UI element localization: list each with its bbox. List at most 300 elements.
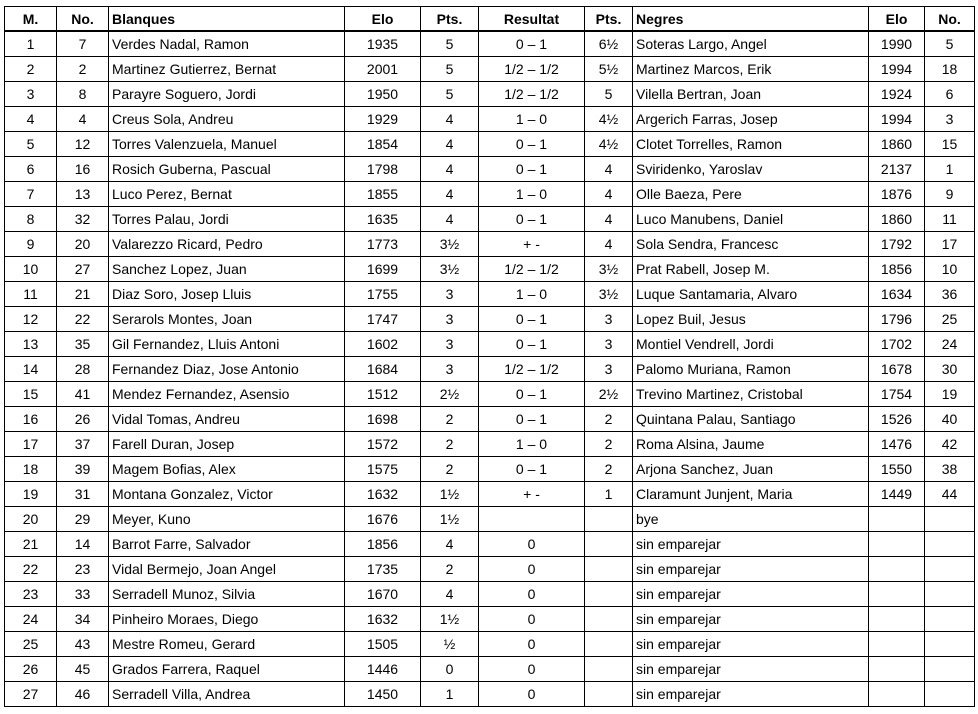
white-points-cell: 4	[421, 107, 479, 132]
table-row	[5, 332, 975, 357]
white-elo-cell: 1735	[345, 557, 421, 582]
black-elo-cell	[869, 557, 925, 582]
board-number-cell: 18	[5, 457, 57, 482]
result-cell: 0	[479, 557, 585, 582]
white-number-cell: 23	[57, 557, 109, 582]
table-row	[5, 482, 975, 507]
result-cell: 0	[479, 582, 585, 607]
black-elo-cell: 1526	[869, 407, 925, 432]
black-number-cell	[925, 532, 975, 557]
board-number-cell: 8	[5, 207, 57, 232]
black-number-cell	[925, 682, 975, 707]
table-row	[5, 207, 975, 232]
board-number-cell: 21	[5, 532, 57, 557]
board-number-cell: 17	[5, 432, 57, 457]
white-number-cell: 41	[57, 382, 109, 407]
board-number-cell: 12	[5, 307, 57, 332]
table-row	[5, 232, 975, 257]
white-number-cell: 39	[57, 457, 109, 482]
black-points-cell: 4	[585, 182, 633, 207]
black-player-cell: Luco Manubens, Daniel	[633, 207, 869, 232]
white-elo-cell: 1635	[345, 207, 421, 232]
white-points-cell: 4	[421, 207, 479, 232]
white-points-cell: 2	[421, 432, 479, 457]
black-points-cell	[585, 682, 633, 707]
white-player-cell: Torres Palau, Jordi	[109, 207, 345, 232]
table-row	[5, 507, 975, 532]
table-row	[5, 31, 975, 57]
table-row	[5, 582, 975, 607]
black-number-cell: 9	[925, 182, 975, 207]
white-player-cell: Farell Duran, Josep	[109, 432, 345, 457]
header-black: Negres	[633, 7, 869, 32]
white-player-cell: Pinheiro Moraes, Diego	[109, 607, 345, 632]
white-points-cell: 2	[421, 407, 479, 432]
result-cell: 0 – 1	[479, 382, 585, 407]
table-row	[5, 357, 975, 382]
white-number-cell: 13	[57, 182, 109, 207]
black-points-cell	[585, 607, 633, 632]
pairings-body	[5, 31, 975, 707]
black-points-cell: 2	[585, 432, 633, 457]
white-points-cell: 3	[421, 307, 479, 332]
black-player-cell: Claramunt Junjent, Maria	[633, 482, 869, 507]
result-cell: + -	[479, 482, 585, 507]
black-points-cell: 3	[585, 307, 633, 332]
white-elo-cell: 1632	[345, 607, 421, 632]
white-player-cell: Fernandez Diaz, Jose Antonio	[109, 357, 345, 382]
white-points-cell: ½	[421, 632, 479, 657]
white-elo-cell: 1773	[345, 232, 421, 257]
black-elo-cell: 1876	[869, 182, 925, 207]
board-number-cell: 25	[5, 632, 57, 657]
board-number-cell: 24	[5, 607, 57, 632]
white-player-cell: Rosich Guberna, Pascual	[109, 157, 345, 182]
black-elo-cell: 1792	[869, 232, 925, 257]
black-elo-cell	[869, 582, 925, 607]
black-number-cell: 5	[925, 31, 975, 57]
white-number-cell: 32	[57, 207, 109, 232]
header-black-pts: Pts.	[585, 7, 633, 32]
white-elo-cell: 1446	[345, 657, 421, 682]
board-number-cell: 6	[5, 157, 57, 182]
white-number-cell: 34	[57, 607, 109, 632]
white-number-cell: 37	[57, 432, 109, 457]
black-elo-cell: 1860	[869, 132, 925, 157]
black-number-cell: 11	[925, 207, 975, 232]
white-number-cell: 31	[57, 482, 109, 507]
white-elo-cell: 1950	[345, 82, 421, 107]
result-cell: 0	[479, 632, 585, 657]
white-elo-cell: 1575	[345, 457, 421, 482]
black-points-cell: 1	[585, 482, 633, 507]
black-number-cell: 38	[925, 457, 975, 482]
black-player-cell: Arjona Sanchez, Juan	[633, 457, 869, 482]
white-points-cell: 4	[421, 182, 479, 207]
white-player-cell: Mendez Fernandez, Asensio	[109, 382, 345, 407]
black-points-cell: 4	[585, 157, 633, 182]
white-number-cell: 8	[57, 82, 109, 107]
result-cell: 0 – 1	[479, 457, 585, 482]
white-elo-cell: 1935	[345, 31, 421, 57]
header-white-no: No.	[57, 7, 109, 32]
white-points-cell: 5	[421, 57, 479, 82]
black-player-cell: Lopez Buil, Jesus	[633, 307, 869, 332]
board-number-cell: 7	[5, 182, 57, 207]
white-elo-cell: 1856	[345, 532, 421, 557]
white-player-cell: Serradell Villa, Andrea	[109, 682, 345, 707]
pairings-table	[4, 6, 975, 707]
result-cell: 0	[479, 657, 585, 682]
result-cell: 1 – 0	[479, 282, 585, 307]
table-row	[5, 532, 975, 557]
black-points-cell: 3	[585, 357, 633, 382]
white-elo-cell: 1572	[345, 432, 421, 457]
black-elo-cell	[869, 507, 925, 532]
black-player-cell: Prat Rabell, Josep M.	[633, 257, 869, 282]
black-points-cell: 4½	[585, 132, 633, 157]
table-row	[5, 182, 975, 207]
white-elo-cell: 1747	[345, 307, 421, 332]
white-number-cell: 7	[57, 31, 109, 57]
black-elo-cell: 1476	[869, 432, 925, 457]
white-elo-cell: 1632	[345, 482, 421, 507]
board-number-cell: 1	[5, 31, 57, 57]
black-points-cell: 2	[585, 407, 633, 432]
white-points-cell: 5	[421, 31, 479, 57]
white-points-cell: 3	[421, 282, 479, 307]
result-cell: 0 – 1	[479, 207, 585, 232]
white-player-cell: Barrot Farre, Salvador	[109, 532, 345, 557]
white-number-cell: 16	[57, 157, 109, 182]
table-row	[5, 157, 975, 182]
white-points-cell: 3	[421, 332, 479, 357]
black-elo-cell: 1924	[869, 82, 925, 107]
table-row	[5, 457, 975, 482]
white-points-cell: 3	[421, 357, 479, 382]
black-player-cell: Quintana Palau, Santiago	[633, 407, 869, 432]
black-elo-cell: 1550	[869, 457, 925, 482]
black-number-cell	[925, 657, 975, 682]
table-row	[5, 57, 975, 82]
header-black-no: No.	[925, 7, 975, 32]
white-player-cell: Meyer, Kuno	[109, 507, 345, 532]
black-number-cell: 1	[925, 157, 975, 182]
white-number-cell: 35	[57, 332, 109, 357]
white-player-cell: Serarols Montes, Joan	[109, 307, 345, 332]
black-player-cell: sin emparejar	[633, 582, 869, 607]
black-number-cell: 6	[925, 82, 975, 107]
white-elo-cell: 1684	[345, 357, 421, 382]
header-white: Blanques	[109, 7, 345, 32]
white-points-cell: 4	[421, 532, 479, 557]
white-number-cell: 45	[57, 657, 109, 682]
white-player-cell: Creus Sola, Andreu	[109, 107, 345, 132]
result-cell	[479, 507, 585, 532]
black-player-cell: Vilella Bertran, Joan	[633, 82, 869, 107]
black-player-cell: Argerich Farras, Josep	[633, 107, 869, 132]
black-points-cell	[585, 557, 633, 582]
white-number-cell: 14	[57, 532, 109, 557]
black-number-cell	[925, 632, 975, 657]
table-row	[5, 632, 975, 657]
white-points-cell: 1	[421, 682, 479, 707]
board-number-cell: 13	[5, 332, 57, 357]
result-cell: 0 – 1	[479, 132, 585, 157]
white-number-cell: 33	[57, 582, 109, 607]
white-number-cell: 46	[57, 682, 109, 707]
white-player-cell: Serradell Munoz, Silvia	[109, 582, 345, 607]
black-number-cell: 44	[925, 482, 975, 507]
header-white-elo: Elo	[345, 7, 421, 32]
result-cell: 0	[479, 607, 585, 632]
black-player-cell: sin emparejar	[633, 632, 869, 657]
white-number-cell: 27	[57, 257, 109, 282]
result-cell: 1 – 0	[479, 432, 585, 457]
white-elo-cell: 1670	[345, 582, 421, 607]
black-points-cell: 5½	[585, 57, 633, 82]
white-elo-cell: 1755	[345, 282, 421, 307]
black-number-cell: 30	[925, 357, 975, 382]
black-number-cell: 42	[925, 432, 975, 457]
white-player-cell: Torres Valenzuela, Manuel	[109, 132, 345, 157]
black-player-cell: Martinez Marcos, Erik	[633, 57, 869, 82]
header-board: M.	[5, 7, 57, 32]
white-number-cell: 21	[57, 282, 109, 307]
black-number-cell: 17	[925, 232, 975, 257]
result-cell: 1 – 0	[479, 182, 585, 207]
white-points-cell: 1½	[421, 507, 479, 532]
black-elo-cell: 1796	[869, 307, 925, 332]
white-elo-cell: 2001	[345, 57, 421, 82]
black-player-cell: Montiel Vendrell, Jordi	[633, 332, 869, 357]
black-elo-cell: 1634	[869, 282, 925, 307]
white-points-cell: 4	[421, 157, 479, 182]
white-player-cell: Verdes Nadal, Ramon	[109, 31, 345, 57]
table-row	[5, 132, 975, 157]
table-row	[5, 82, 975, 107]
white-number-cell: 2	[57, 57, 109, 82]
board-number-cell: 9	[5, 232, 57, 257]
black-player-cell: sin emparejar	[633, 682, 869, 707]
white-player-cell: Vidal Tomas, Andreu	[109, 407, 345, 432]
result-cell: 1/2 – 1/2	[479, 82, 585, 107]
white-points-cell: 1½	[421, 482, 479, 507]
black-points-cell	[585, 632, 633, 657]
black-number-cell: 36	[925, 282, 975, 307]
black-points-cell: 6½	[585, 31, 633, 57]
white-player-cell: Grados Farrera, Raquel	[109, 657, 345, 682]
table-row	[5, 657, 975, 682]
table-row	[5, 307, 975, 332]
black-elo-cell: 1994	[869, 57, 925, 82]
board-number-cell: 16	[5, 407, 57, 432]
table-row	[5, 557, 975, 582]
black-points-cell	[585, 582, 633, 607]
white-elo-cell: 1698	[345, 407, 421, 432]
board-number-cell: 5	[5, 132, 57, 157]
black-points-cell: 3½	[585, 282, 633, 307]
white-points-cell: 4	[421, 132, 479, 157]
white-elo-cell: 1855	[345, 182, 421, 207]
white-points-cell: 0	[421, 657, 479, 682]
black-player-cell: Clotet Torrelles, Ramon	[633, 132, 869, 157]
black-number-cell: 25	[925, 307, 975, 332]
white-elo-cell: 1505	[345, 632, 421, 657]
table-row	[5, 432, 975, 457]
black-elo-cell: 1860	[869, 207, 925, 232]
white-elo-cell: 1512	[345, 382, 421, 407]
board-number-cell: 10	[5, 257, 57, 282]
black-points-cell	[585, 532, 633, 557]
white-points-cell: 2	[421, 457, 479, 482]
black-number-cell: 3	[925, 107, 975, 132]
white-player-cell: Mestre Romeu, Gerard	[109, 632, 345, 657]
black-elo-cell: 1678	[869, 357, 925, 382]
black-number-cell	[925, 557, 975, 582]
board-number-cell: 26	[5, 657, 57, 682]
black-player-cell: Luque Santamaria, Alvaro	[633, 282, 869, 307]
white-number-cell: 4	[57, 107, 109, 132]
header-result: Resultat	[479, 7, 585, 32]
white-number-cell: 22	[57, 307, 109, 332]
black-points-cell: 3½	[585, 257, 633, 282]
black-number-cell	[925, 607, 975, 632]
black-number-cell	[925, 507, 975, 532]
result-cell: 0 – 1	[479, 31, 585, 57]
white-points-cell: 2	[421, 557, 479, 582]
result-cell: 1/2 – 1/2	[479, 57, 585, 82]
board-number-cell: 11	[5, 282, 57, 307]
black-points-cell	[585, 507, 633, 532]
white-elo-cell: 1699	[345, 257, 421, 282]
black-points-cell	[585, 657, 633, 682]
white-player-cell: Diaz Soro, Josep Lluis	[109, 282, 345, 307]
result-cell: 0 – 1	[479, 157, 585, 182]
black-points-cell: 4	[585, 232, 633, 257]
black-number-cell: 19	[925, 382, 975, 407]
black-elo-cell	[869, 607, 925, 632]
white-points-cell: 1½	[421, 607, 479, 632]
black-elo-cell	[869, 632, 925, 657]
white-points-cell: 4	[421, 582, 479, 607]
result-cell: 0	[479, 532, 585, 557]
black-elo-cell: 1856	[869, 257, 925, 282]
header-black-elo: Elo	[869, 7, 925, 32]
black-elo-cell: 1449	[869, 482, 925, 507]
black-elo-cell	[869, 682, 925, 707]
white-player-cell: Montana Gonzalez, Victor	[109, 482, 345, 507]
header-white-pts: Pts.	[421, 7, 479, 32]
white-player-cell: Vidal Bermejo, Joan Angel	[109, 557, 345, 582]
board-number-cell: 3	[5, 82, 57, 107]
board-number-cell: 23	[5, 582, 57, 607]
black-number-cell: 15	[925, 132, 975, 157]
black-elo-cell: 1994	[869, 107, 925, 132]
board-number-cell: 19	[5, 482, 57, 507]
table-row	[5, 382, 975, 407]
board-number-cell: 20	[5, 507, 57, 532]
black-number-cell: 24	[925, 332, 975, 357]
white-number-cell: 12	[57, 132, 109, 157]
white-player-cell: Martinez Gutierrez, Bernat	[109, 57, 345, 82]
result-cell: 1 – 0	[479, 107, 585, 132]
board-number-cell: 22	[5, 557, 57, 582]
black-player-cell: Olle Baeza, Pere	[633, 182, 869, 207]
black-number-cell	[925, 582, 975, 607]
white-number-cell: 29	[57, 507, 109, 532]
table-row	[5, 257, 975, 282]
black-points-cell: 3	[585, 332, 633, 357]
white-number-cell: 28	[57, 357, 109, 382]
black-elo-cell: 1702	[869, 332, 925, 357]
black-player-cell: sin emparejar	[633, 557, 869, 582]
table-row	[5, 107, 975, 132]
black-player-cell: Trevino Martinez, Cristobal	[633, 382, 869, 407]
board-number-cell: 27	[5, 682, 57, 707]
black-points-cell: 2½	[585, 382, 633, 407]
white-player-cell: Magem Bofias, Alex	[109, 457, 345, 482]
black-points-cell: 4½	[585, 107, 633, 132]
white-player-cell: Valarezzo Ricard, Pedro	[109, 232, 345, 257]
white-elo-cell: 1602	[345, 332, 421, 357]
header-row	[5, 7, 975, 32]
table-row	[5, 607, 975, 632]
white-points-cell: 3½	[421, 232, 479, 257]
board-number-cell: 2	[5, 57, 57, 82]
white-points-cell: 3½	[421, 257, 479, 282]
table-row	[5, 682, 975, 707]
white-elo-cell: 1854	[345, 132, 421, 157]
white-elo-cell: 1798	[345, 157, 421, 182]
board-number-cell: 15	[5, 382, 57, 407]
black-player-cell: sin emparejar	[633, 607, 869, 632]
result-cell: 0 – 1	[479, 407, 585, 432]
black-player-cell: sin emparejar	[633, 657, 869, 682]
result-cell: 1/2 – 1/2	[479, 257, 585, 282]
white-player-cell: Luco Perez, Bernat	[109, 182, 345, 207]
black-points-cell: 2	[585, 457, 633, 482]
white-number-cell: 20	[57, 232, 109, 257]
white-points-cell: 5	[421, 82, 479, 107]
black-player-cell: Sviridenko, Yaroslav	[633, 157, 869, 182]
black-elo-cell: 2137	[869, 157, 925, 182]
white-player-cell: Parayre Soguero, Jordi	[109, 82, 345, 107]
black-points-cell: 5	[585, 82, 633, 107]
black-player-cell: Sola Sendra, Francesc	[633, 232, 869, 257]
black-player-cell: bye	[633, 507, 869, 532]
white-number-cell: 43	[57, 632, 109, 657]
black-number-cell: 40	[925, 407, 975, 432]
black-number-cell: 10	[925, 257, 975, 282]
black-points-cell: 4	[585, 207, 633, 232]
board-number-cell: 4	[5, 107, 57, 132]
white-player-cell: Gil Fernandez, Lluis Antoni	[109, 332, 345, 357]
white-points-cell: 2½	[421, 382, 479, 407]
black-elo-cell: 1990	[869, 31, 925, 57]
black-player-cell: Roma Alsina, Jaume	[633, 432, 869, 457]
white-elo-cell: 1450	[345, 682, 421, 707]
white-player-cell: Sanchez Lopez, Juan	[109, 257, 345, 282]
result-cell: 0	[479, 682, 585, 707]
board-number-cell: 14	[5, 357, 57, 382]
table-row	[5, 282, 975, 307]
result-cell: 0 – 1	[479, 307, 585, 332]
white-elo-cell: 1676	[345, 507, 421, 532]
black-player-cell: Soteras Largo, Angel	[633, 31, 869, 57]
white-elo-cell: 1929	[345, 107, 421, 132]
black-player-cell: sin emparejar	[633, 532, 869, 557]
